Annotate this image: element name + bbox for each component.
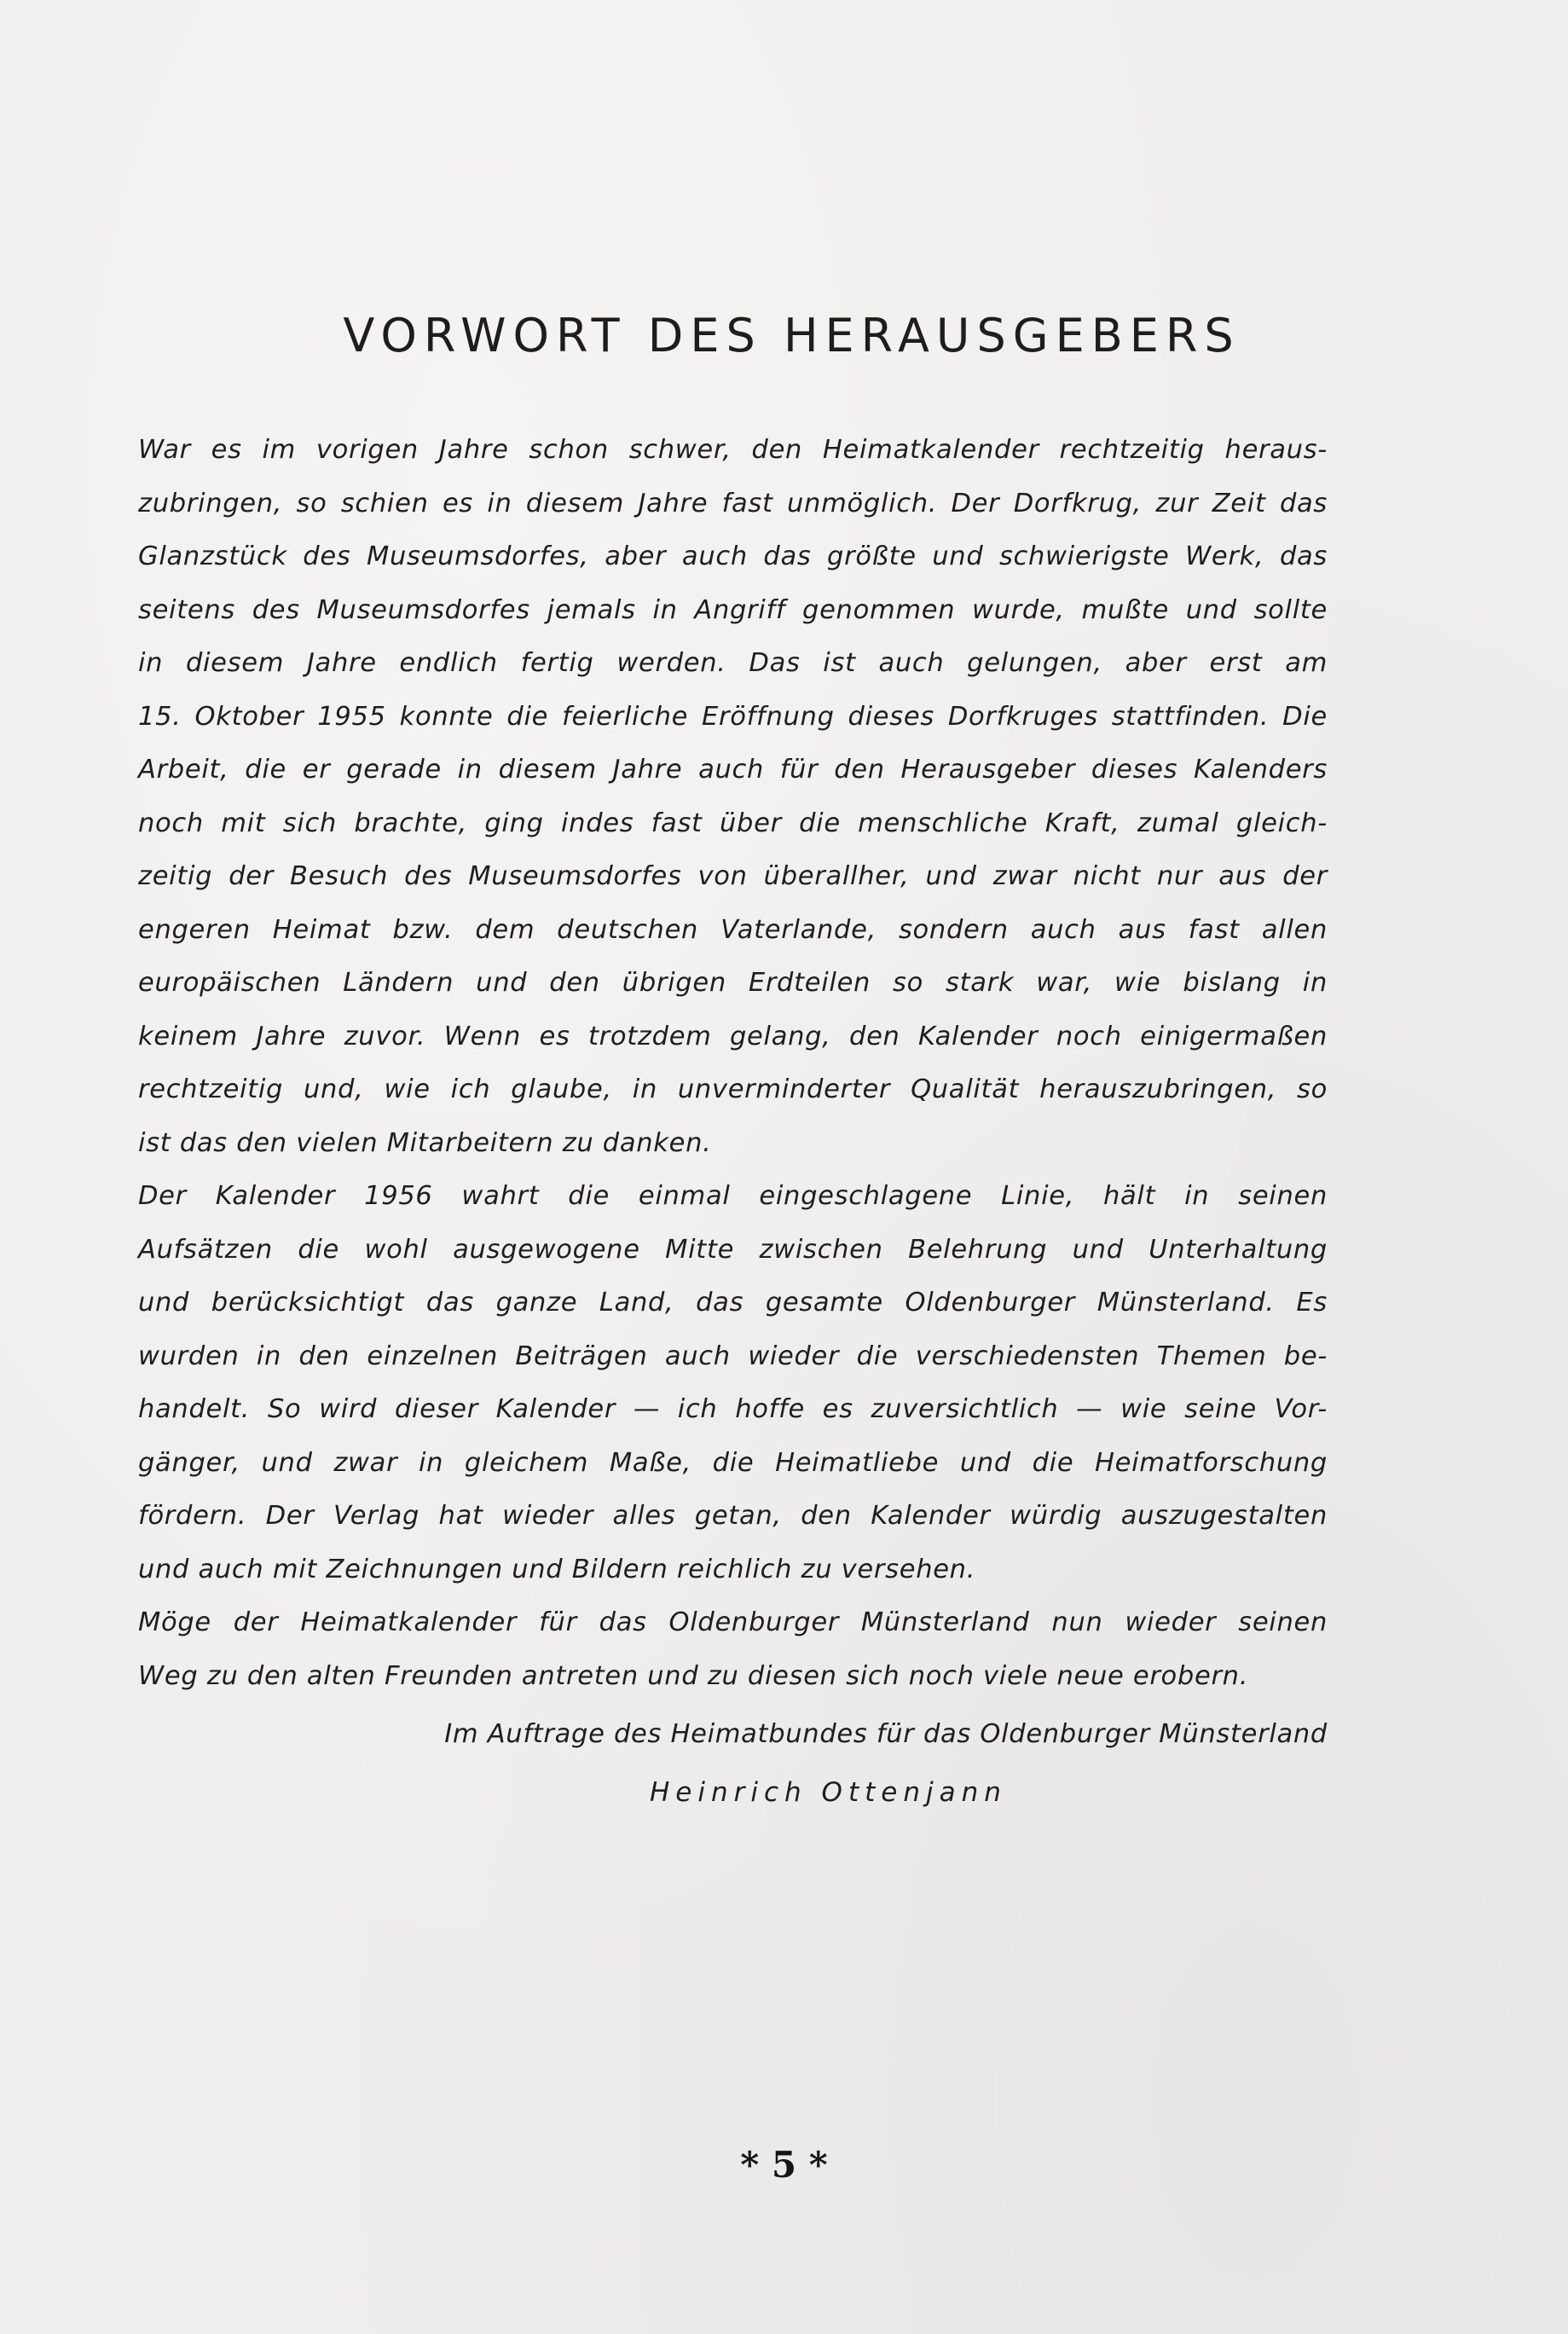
text-line: gänger, und zwar in gleichem Maße, die Heimatliebe und die Heimatforschung [138, 1447, 1328, 1478]
text-line: engeren Heimat bzw. dem deutschen Vaterlande, sondern auch aus fast allen [138, 914, 1328, 945]
text-line: ist das den vielen Mitarbeitern zu danken. [138, 1127, 712, 1158]
signature-line: Im Auftrage des Heimatbundes für das Oldenburger Münsterland [444, 1719, 1328, 1749]
text-line: zubringen, so schien es in diesem Jahre fast unmöglich. Der Dorfkrug, zur Zeit das [138, 488, 1328, 518]
text-line: handelt. So wird dieser Kalender — ich hoffe es zuversichtlich — wie seine Vor- [138, 1394, 1328, 1424]
text-line: keinem Jahre zuvor. Wenn es trotzdem gelang, den Kalender noch einigermaßen [138, 1021, 1328, 1051]
body-text [138, 424, 1328, 1703]
page-number: * 5 * [740, 2144, 828, 2186]
text-line: War es im vorigen Jahre schon schwer, den Heimatkalender rechtzeitig heraus- [138, 435, 1328, 465]
text-line: fördern. Der Verlag hat wieder alles getan, den Kalender würdig auszugestalten [138, 1501, 1328, 1531]
paragraph-2 [138, 1170, 1328, 1596]
text-line: Aufsätzen die wohl ausgewogene Mitte zwischen Belehrung und Unterhaltung [138, 1234, 1328, 1265]
text-line: wurden in den einzelnen Beiträgen auch wieder die verschiedensten Themen be- [138, 1341, 1328, 1371]
text-line: in diesem Jahre endlich fertig werden. Das ist auch gelungen, aber erst am [138, 648, 1328, 678]
text-line: europäischen Ländern und den übrigen Erdteilen so stark war, wie bislang in [138, 968, 1328, 998]
text-line: seitens des Museumsdorfes jemals in Angriff genommen wurde, mußte und sollte [138, 594, 1328, 625]
text-line: und auch mit Zeichnungen und Bildern reichlich zu versehen. [138, 1554, 976, 1584]
text-line: Möge der Heimatkalender für das Oldenburger Münsterland nun wieder seinen [138, 1607, 1328, 1637]
page-title: VORWORT DES HERAUSGEBERS [343, 309, 1241, 362]
text-line: und berücksichtigt das ganze Land, das gesamte Oldenburger Münsterland. Es [138, 1288, 1328, 1318]
text-line: zeitig der Besuch des Museumsdorfes von überallher, und zwar nicht nur aus der [138, 861, 1328, 891]
paragraph-1 [138, 424, 1328, 1170]
paragraph-3 [138, 1596, 1328, 1703]
text-line: Arbeit, die er gerade in diesem Jahre auch für den Herausgeber dieses Kalenders [138, 755, 1328, 785]
text-line: Weg zu den alten Freunden antreten und zu diesen sich noch viele neue erobern. [138, 1660, 1249, 1691]
text-line: Glanzstück des Museumsdorfes, aber auch das größte und schwierigste Werk, das [138, 542, 1328, 571]
author-name: Heinrich Ottenjann [650, 1777, 1007, 1808]
text-line: 15. Oktober 1955 konnte die feierliche Eröffnung dieses Dorfkruges stattfinden. Die [138, 701, 1328, 732]
text-line: rechtzeitig und, wie ich glaube, in unverminderter Qualität herauszubringen, so [138, 1074, 1328, 1104]
text-line: Der Kalender 1956 wahrt die einmal eingeschlagene Linie, hält in seinen [138, 1181, 1328, 1211]
text-line: noch mit sich brachte, ging indes fast über die menschliche Kraft, zumal gleich- [138, 808, 1328, 838]
